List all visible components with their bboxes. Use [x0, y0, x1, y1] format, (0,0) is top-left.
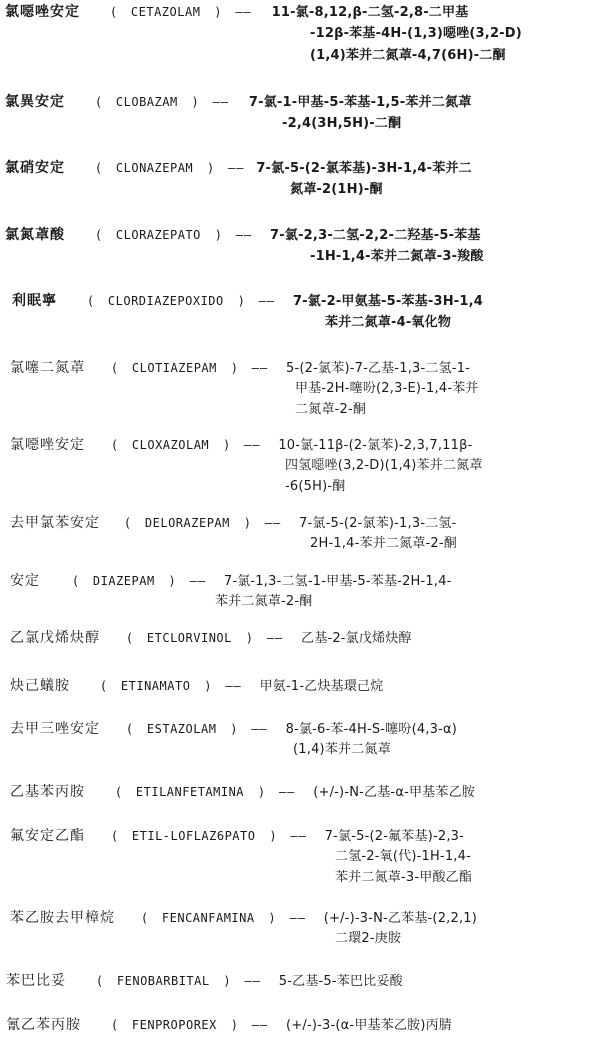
separator-dash: ——: [244, 438, 261, 452]
drug-description: -1H-1,4-苯并二氮䓬-3-羧酸: [310, 249, 484, 264]
drug-chinese-name: 氰乙苯丙胺: [6, 1017, 81, 1033]
drug-latin-name: CLOXAZOLAM: [131, 438, 210, 452]
separator-dash: ——: [278, 785, 296, 799]
separator-dash: ——: [251, 1018, 269, 1032]
drug-latin-name: ETCLORVINOL: [146, 631, 232, 645]
drug-latin-name: FENCANFAMINA: [161, 911, 255, 925]
drug-description: 7-氯-5-(2-氯苯基)-3H-1,4-苯并二: [256, 161, 472, 176]
drug-description: 甲氨-1-乙炔基環己烷: [259, 679, 384, 694]
drug-chinese-name: 氯氮䓬酸: [5, 227, 65, 243]
separator-dash: ——: [212, 95, 230, 109]
separator-dash: ——: [264, 516, 282, 530]
separator-dash: ——: [189, 574, 207, 588]
drug-chinese-name: 氯硝安定: [5, 160, 65, 176]
drug-chinese-name: 氯噻二氮䓬: [10, 360, 85, 376]
drug-chinese-name: 安定: [10, 573, 40, 589]
drug-description: 乙基-2-氯戊烯炔醇: [301, 631, 412, 646]
drug-description: (1,4)苯并二氮䓬-4,7(6H)-二酮: [310, 48, 506, 63]
separator-dash: ——: [251, 722, 268, 736]
drug-description: 氮䓬-2(1H)-酮: [290, 182, 383, 197]
drug-chinese-name: 苯巴比妥: [6, 973, 66, 989]
drug-description: 7-氯-1-甲基-5-苯基-1,5-苯并二氮䓬: [248, 95, 472, 110]
drug-latin-name: ETILANFETAMINA: [135, 785, 245, 799]
separator-dash: ——: [244, 974, 261, 988]
drug-description: 苯并二氮䓬-4-氧化物: [325, 315, 452, 330]
drug-description: 二環2-庚胺: [335, 931, 402, 946]
drug-latin-name: CLOBAZAM: [115, 95, 178, 109]
drug-chinese-name: 去甲三唑安定: [10, 721, 100, 737]
drug-latin-name: FENOBARBITAL: [116, 974, 210, 988]
separator-dash: ——: [228, 161, 245, 175]
separator-dash: ——: [235, 5, 252, 19]
drug-latin-name: CLORDIAZEPOXIDO: [107, 294, 224, 308]
drug-description: 11-氯-8,12,β-二氢-2,8-二甲基: [271, 5, 469, 20]
drug-latin-name: ETIL-LOFLAZ6PATO: [131, 829, 256, 843]
drug-description: 四氢噁唑(3,2-D)(1,4)苯并二氮䓬: [285, 458, 483, 473]
drug-description: -12β-苯基-4H-(1,3)噁唑(3,2-D): [310, 26, 522, 41]
drug-description: 7-氯-1,3-二氢-1-甲基-5-苯基-2H-1,4-: [223, 574, 452, 589]
drug-chinese-name: 去甲氯苯安定: [10, 515, 100, 531]
drug-chinese-name: 利眠寧: [12, 293, 57, 309]
drug-description: 10-氯-11β-(2-氯苯)-2,3,7,11β-: [278, 438, 473, 453]
drug-latin-name: ESTAZOLAM: [146, 722, 217, 736]
drug-description: (+/-)-N-乙基-α-甲基苯乙胺: [313, 785, 475, 800]
separator-dash: ——: [258, 294, 276, 308]
drug-description: 5-(2-氯苯)-7-乙基-1,3-二氢-1-: [286, 361, 471, 376]
drug-description: 苯并二氮䓬-2-酮: [215, 594, 313, 609]
drug-description: 甲基-2H-噻吩(2,3-E)-1,4-苯并: [295, 381, 479, 396]
drug-description: 5-乙基-5-苯巴比妥酸: [278, 974, 403, 989]
drug-latin-name: CLONAZEPAM: [115, 161, 194, 175]
drug-description: 苯并二氮䓬-3-甲酸乙酯: [335, 870, 473, 885]
separator-dash: ——: [235, 228, 253, 242]
drug-latin-name: CLORAZEPATO: [115, 228, 201, 242]
drug-latin-name: DELORAZEPAM: [144, 516, 230, 530]
drug-chinese-name: 乙基苯丙胺: [10, 784, 85, 800]
drug-latin-name: ETINAMATO: [120, 679, 191, 693]
separator-dash: ——: [251, 361, 269, 375]
document-page: 氯噁唑安定 ( CETAZOLAM ) —— 11-氯-8,12,β-二氢-2,8-二甲基 -12β-苯基-4H-(1,3)噁唑(3,2-D) (1,4)苯并二氮䓬-4,7(6H)-二酮 氯異安定 ( CLOBAZAM ) —— 7-氯-1-甲基-5-苯基-1,5-苯并二氮䓬 -2,4(3H,5H)-二酮 氯硝安定 ( CLONAZEPAM ) —— 7-氯-5-(2-氯苯基)-3H-1,4-苯并二 氮䓬-2(1H)-酮 氯氮䓬酸 ( CLORAZEPATO ) —— 7-氯-2,3-二氢-2,2-二羟基-5-苯基 -1H-1,4-苯并二氮䓬-3-羧酸 利眠寧 ( CLORDIAZEPOXIDO ) —— 7-氯-2-甲氨基-5-苯基-3H-1,4 苯并二氮䓬-4-氧化物 氯噻二氮䓬 ( CLOTIAZEPAM ) —— 5-(2-氯苯)-7-乙基-1,3-二氢-1- 甲基-2H-噻吩(2,3-E)-1,4-苯并 二氮䓬-2-酮 氯噁唑安定 ( CLOXAZOLAM ) —— 10-氯-11β-(2-氯苯)-2,3,7,11β- 四氢噁唑(3,2-D)(1,4)苯并二氮䓬 -6(5H)-酮 去甲氯苯安定 ( DELORAZEPAM ) —— 7-氯-5-(2-氯苯)-1,3-二氢- 2H-1,4-苯并二氮䓬-2-酮 安定 ( DIAZEPAM ) —— 7-氯-1,3-二氢-1-甲基-5-苯基-2H-1,4- 苯并二氮䓬-2-酮 乙氯戊烯炔醇 ( ETCLORVINOL ) —— 乙基-2-氯戊烯炔醇 炔己蟻胺 ( ETINAMATO ) —— 甲氨-1-乙炔基環己烷 去甲三唑安定 ( ESTAZOLAM ) —— 8-氯-6-苯-4H-S-噻吩(4,3-α) (1,4)苯并二氮䓬 乙基苯丙胺 ( ETILANFETAMINA ) —— (+/-)-N-乙基-α-甲基苯乙胺 氟安定乙酯 ( ETIL-LOFLAZ6PATO ) —— 7-氯-5-(2-氟苯基)-2,3- 二氢-2-氧(代)-1H-1,4- 苯并二氮䓬-3-甲酸乙酯 苯乙胺去甲樟烷 ( FENCANFAMINA ) —— (+/-)-3-N-乙苯基-(2,2,1) 二環2-庚胺 苯巴比妥 ( FENOBARBITAL ) —— 5-乙基-5-苯巴比妥酸 氰乙苯丙胺 ( FENPROPOREX ) —— (+/-)-3-(α-甲基苯乙胺)丙腈: [5, 4, 522, 1033]
drug-chinese-name: 苯乙胺去甲樟烷: [10, 910, 115, 926]
drug-description: (+/-)-3-N-乙苯基-(2,2,1): [323, 911, 478, 926]
drug-description: (1,4)苯并二氮䓬: [293, 742, 391, 757]
drug-description: 8-氯-6-苯-4H-S-噻吩(4,3-α): [285, 722, 458, 737]
drug-chinese-name: 氯噁唑安定: [10, 437, 85, 453]
separator-dash: ——: [225, 679, 242, 693]
drug-latin-name: CETAZOLAM: [130, 5, 201, 19]
drug-description: (+/-)-3-(α-甲基苯乙胺)丙腈: [286, 1018, 453, 1033]
drug-description: 7-氯-5-(2-氯苯)-1,3-二氢-: [299, 516, 457, 531]
separator-dash: ——: [290, 829, 307, 843]
drug-latin-name: CLOTIAZEPAM: [131, 361, 217, 375]
drug-description: -2,4(3H,5H)-二酮: [282, 116, 402, 131]
drug-description: 7-氯-2,3-二氢-2,2-二羟基-5-苯基: [270, 228, 481, 243]
drug-chinese-name: 氯噁唑安定: [5, 4, 80, 20]
drug-description: 7-氯-5-(2-氟苯基)-2,3-: [324, 829, 465, 844]
drug-chinese-name: 炔己蟻胺: [10, 678, 70, 694]
separator-dash: ——: [289, 911, 306, 925]
drug-latin-name: FENPROPOREX: [131, 1018, 217, 1032]
drug-latin-name: DIAZEPAM: [92, 574, 155, 588]
drug-description: 7-氯-2-甲氨基-5-苯基-3H-1,4: [292, 294, 483, 309]
drug-chinese-name: 乙氯戊烯炔醇: [10, 630, 100, 646]
drug-chinese-name: 氯異安定: [5, 94, 65, 110]
drug-description: 2H-1,4-苯并二氮䓬-2-酮: [310, 536, 457, 551]
separator-dash: ——: [266, 631, 284, 645]
drug-chinese-name: 氟安定乙酯: [10, 828, 85, 844]
drug-description: 二氮䓬-2-酮: [295, 402, 367, 417]
drug-description: -6(5H)-酮: [285, 479, 346, 494]
drug-description: 二氢-2-氧(代)-1H-1,4-: [335, 849, 471, 864]
